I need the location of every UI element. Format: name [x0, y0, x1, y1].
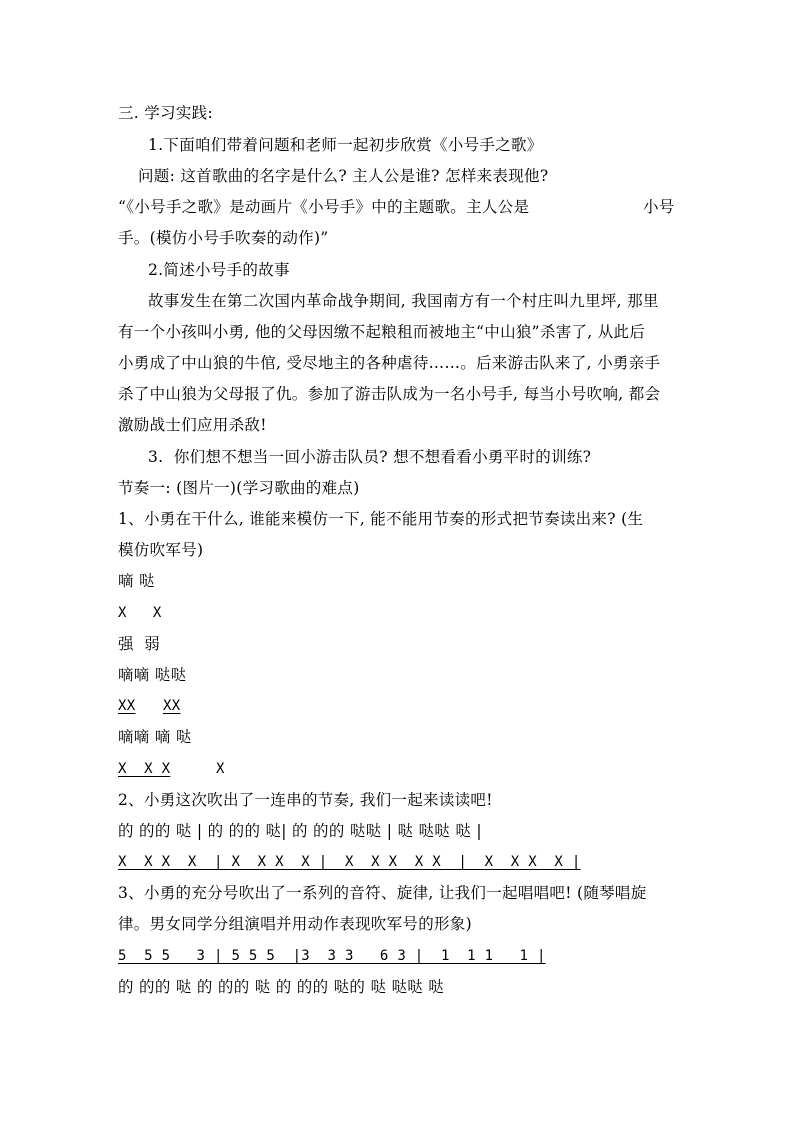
question-3-line-2: 律。男女同学分组演唱并用动作表现吹军号的形象)	[118, 915, 472, 933]
story-line-4: 杀了中山狼为父母报了仇。参加了游击队成为一名小号手, 每当小号吹响, 都会	[118, 385, 661, 403]
story-line-3: 小勇成了中山狼的牛倌, 受尽地主的各种虐待……。后来游击队来了, 小勇亲手	[118, 354, 661, 372]
item-1: 1.下面咱们带着问题和老师一起初步欣赏《小号手之歌》	[148, 136, 543, 154]
melody-words: 的 的的 哒 的 的的 哒 的 的的 哒的 哒 哒哒 哒	[118, 978, 445, 996]
rhythm-3-notes-a: X X X	[118, 761, 171, 777]
section-heading: 三. 学习实践:	[118, 104, 213, 122]
rhythm-3-notes-b: X	[216, 761, 225, 777]
answer-line-1	[118, 197, 529, 217]
question-2: 2、小勇这次吹出了一连串的节奏, 我们一起来读读吧!	[118, 791, 493, 809]
melody-notes: 5 5 5 3 | 5 5 5 |3 3 3 6 3 | 1 1 1 1 |	[118, 948, 546, 964]
question-1-line-1: 1、小勇在干什么, 谁能来模仿一下, 能不能用节奏的形式把节奏读出来? (生	[118, 510, 644, 528]
rhythm-1-strength: 强 弱	[118, 635, 161, 653]
rhythm-1-notes: X X	[118, 605, 162, 621]
rhythm-1-words: 嘀 哒	[118, 572, 155, 590]
question-2-notes: X X X X | X X X X | X X X X X | X X X X |	[118, 854, 581, 870]
rhythm-2-notes-b: XX	[163, 698, 181, 714]
answer-line-1-text: “《小号手之歌》是动画片《小号手》中的主题歌。主人公是	[118, 198, 530, 216]
story-line-1: 故事发生在第二次国内革命战争期间, 我国南方有一个村庄叫九里坪, 那里	[148, 292, 659, 310]
question-line: 问题: 这首歌曲的名字是什么? 主人公是谁? 怎样来表现他?	[138, 167, 549, 185]
rhythm-2-notes-a: XX	[118, 698, 136, 714]
question-3-line-1: 3、小勇的充分号吹出了一系列的音符、旋律, 让我们一起唱唱吧! (随琴唱旋	[118, 884, 647, 902]
item-2: 2.简述小号手的故事	[148, 261, 290, 279]
question-1-line-2: 模仿吹军号)	[118, 541, 204, 559]
answer-line-1-end: 小号	[643, 198, 675, 216]
rhythm-title: 节奏一: (图片一)(学习歌曲的难点)	[118, 479, 360, 497]
answer-line-2: 手。(模仿小号手吹奏的动作)”	[118, 229, 329, 247]
item-3: 3. 你们想不想当一回小游击队员? 想不想看看小勇平时的训练?	[148, 448, 592, 466]
story-line-2: 有一个小孩叫小勇, 他的父母因缴不起粮租而被地主“中山狼”杀害了, 从此后	[118, 323, 646, 341]
story-line-5: 激励战士们应用杀敌!	[118, 416, 267, 434]
question-2-words: 的 的的 哒 | 的 的的 哒| 的 的的 哒哒 | 哒 哒哒 哒 |	[118, 822, 482, 840]
rhythm-3-words: 嘀嘀 嘀 哒	[118, 728, 192, 746]
rhythm-2-words: 嘀嘀 哒哒	[118, 666, 187, 684]
